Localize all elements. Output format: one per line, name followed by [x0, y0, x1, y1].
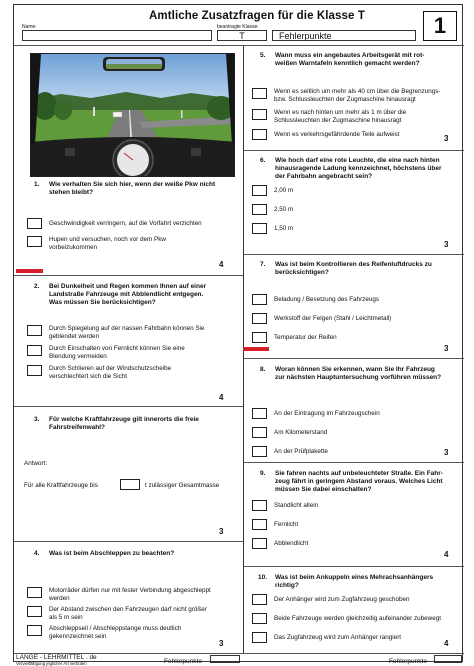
answer-option-text: Das Zugfahrzeug wird zum Anhänger rangiert	[274, 634, 402, 641]
answer-checkbox[interactable]	[27, 606, 42, 617]
answer-option-text: Temperatur der Reifen	[274, 334, 337, 341]
divider	[14, 541, 243, 542]
name-label: Name:	[22, 24, 37, 30]
answer-checkbox[interactable]	[252, 332, 267, 343]
divider	[14, 406, 243, 407]
answer-checkbox[interactable]	[252, 613, 267, 624]
driving-scene-image	[30, 53, 235, 177]
divider	[243, 358, 464, 359]
error-points-input-left[interactable]	[210, 655, 240, 663]
answer-checkbox[interactable]	[252, 446, 267, 457]
answer-option-text: Standlicht allein	[274, 502, 319, 509]
answer-checkbox[interactable]	[252, 427, 267, 438]
answer-option-text: Hupen und versuchen, noch vor dem Pkw vorbeizukommen	[49, 236, 166, 251]
question-text: Was ist beim Abschleppen zu beachten?	[49, 550, 175, 557]
question-text: Bei Dunkelheit und Regen kommen Ihnen auf einer Landstraße Fahrzeuge mit Abblendlicht entgegen. Was müssen Sie berücksichtigen?	[49, 283, 207, 306]
answer-checkbox[interactable]	[252, 594, 267, 605]
question-text: Für welche Kraftfahrzeuge gilt innerorts die freie Fahrstreifenwahl?	[49, 416, 199, 431]
answer-option-text: Abschleppseil / Abschleppstange muss deutlich gekennzeichnet sein	[49, 625, 182, 640]
answer-option-text: Werkstoff der Felgen (Stahl / Leichtmetall)	[274, 315, 392, 322]
answer-checkbox[interactable]	[27, 625, 42, 636]
answer-option-text: Der Anhänger wird zum Zugfahrzeug geschoben	[274, 596, 410, 603]
answer-checkbox[interactable]	[27, 236, 42, 247]
sheet-title: Amtliche Zusatzfragen für die Klasse T	[149, 10, 365, 22]
answer-checkbox[interactable]	[252, 538, 267, 549]
answer-checkbox[interactable]	[252, 632, 267, 643]
answer-checkbox[interactable]	[252, 313, 267, 324]
answer-option-text: Wenn es verkehrsgefährdende Teile aufweist	[274, 131, 400, 138]
answer-option-text: Fernlicht	[274, 521, 299, 528]
answer-checkbox[interactable]	[252, 109, 267, 120]
question-number: 2.	[34, 283, 40, 290]
answer-option-text: 2,50 m	[274, 206, 294, 213]
answer-checkbox[interactable]	[27, 218, 42, 229]
class-field[interactable]: T	[217, 30, 267, 41]
answer-checkbox[interactable]	[27, 345, 42, 356]
question-number: 10.	[258, 574, 268, 581]
answer-label: Antwort:	[24, 460, 48, 467]
divider	[243, 254, 464, 255]
error-points-input-right[interactable]	[434, 655, 462, 663]
question-number: 5.	[260, 52, 266, 59]
answer-input[interactable]	[120, 479, 140, 490]
answer-checkbox[interactable]	[27, 325, 42, 336]
question-text: Wie hoch darf eine rote Leuchte, die eine nach hinten hinausragende Ladung kennzeichnet, höchstens über der Fahrbahn angebracht sein?	[275, 157, 442, 180]
question-number: 9.	[260, 470, 266, 477]
points-value: 3	[219, 639, 224, 648]
answer-option-text: Durch Spiegelung auf der nassen Fahrbahn können Sie geblendet werden	[49, 325, 205, 340]
points-value: 4	[219, 260, 224, 269]
points-value: 4	[444, 639, 449, 648]
answer-checkbox[interactable]	[252, 88, 267, 99]
publisher: LANGE - LEHRMITTEL . de	[16, 654, 97, 661]
divider	[14, 275, 243, 276]
answer-checkbox[interactable]	[252, 294, 267, 305]
answer-suffix: t zulässiger Gesamtmasse	[145, 482, 220, 489]
exam-sheet	[13, 4, 463, 666]
question-number: 3.	[34, 416, 40, 423]
question-number: 6.	[260, 157, 266, 164]
points-value: 4	[444, 550, 449, 559]
answer-option-text: Wenn es nach hinten um mehr als 1 m über die Schlussleuchten der Zugmaschine hinausragt	[274, 109, 407, 124]
points-value: 3	[444, 344, 449, 353]
answer-checkbox[interactable]	[252, 519, 267, 530]
answer-checkbox[interactable]	[252, 204, 267, 215]
answer-checkbox[interactable]	[252, 500, 267, 511]
answer-option-text: An der Prüfplakette	[274, 448, 328, 455]
question-text: Wie verhalten Sie sich hier, wenn der weiße Pkw nicht stehen bleibt?	[49, 181, 216, 196]
answer-option-text: Beladung / Besetzung des Fahrzeugs	[274, 296, 380, 303]
question-number: 1.	[34, 181, 40, 188]
answer-checkbox[interactable]	[252, 223, 267, 234]
question-text: Wann muss ein angebautes Arbeitsgerät mit rot- weißen Warntafeln kenntlich gemacht werden?	[275, 52, 425, 67]
answer-checkbox[interactable]	[27, 365, 42, 376]
answer-checkbox[interactable]	[252, 185, 267, 196]
error-points-field[interactable]: Fehlerpunkte	[272, 30, 416, 41]
class-label: beantragte Klasse:	[217, 24, 259, 30]
question-text: Was ist beim Kontrollieren des Reifenluftdrucks zu berücksichtigen?	[275, 261, 432, 276]
answer-option-text: Geschwindigkeit verringern, auf die Vorfahrt verzichten	[49, 220, 202, 227]
points-value: 3	[444, 240, 449, 249]
answer-option-text: Motorräder dürfen nur mit fester Verbindung abgeschleppt werden	[49, 587, 211, 602]
answer-checkbox[interactable]	[252, 129, 267, 140]
answer-prefix: Für alle Kraftfahrzeuge bis	[24, 482, 98, 489]
answer-option-text: Abblendlicht	[274, 540, 309, 547]
question-text: Woran können Sie erkennen, wann Sie Ihr Fahrzeug zur nächsten Hauptuntersuchung vorführen müssen?	[275, 366, 442, 381]
answer-option-text: Wenn es seitlich um mehr als 40 cm über die Begrenzungs- bzw. Schlussleuchten der Zugmaschine hinausragt	[274, 88, 441, 103]
answer-option-text: Beide Fahrzeuge werden gleichzeitig aufeinander zubewegt	[274, 615, 441, 622]
answer-checkbox[interactable]	[252, 408, 267, 419]
question-number: 4.	[34, 550, 40, 557]
answer-option-text: Durch Schlieren auf der Windschutzscheibe verschlechtert sich die Sicht	[49, 365, 172, 380]
answer-option-text: 1,50 m	[274, 225, 294, 232]
question-text: Was ist beim Ankuppeln eines Mehrachsanhängers richtig?	[275, 574, 434, 589]
question-text: Sie fahren nachts auf unbeleuchteter Straße. Ein Fahr- zeug fährt in geringem Abstand voraus. Welches Licht müssen Sie dabei einschalten?	[275, 470, 443, 493]
points-value: 3	[219, 527, 224, 536]
name-field[interactable]	[22, 30, 212, 41]
divider	[243, 462, 464, 463]
question-number: 8.	[260, 366, 266, 373]
answer-checkbox[interactable]	[27, 587, 42, 598]
points-value: 3	[444, 134, 449, 143]
copyright-notice: Vervielfältigung jeglicher Art verboten	[16, 661, 87, 666]
divider	[243, 566, 464, 567]
sheet-number: 1	[423, 11, 457, 41]
answer-option-text: Am Kilometerstand	[274, 429, 328, 436]
answer-option-text: Der Abstand zwischen den Fahrzeugen darf nicht größer als 5 m sein	[49, 606, 207, 621]
question-number: 7.	[260, 261, 266, 268]
answer-option-text: Durch Einschalten von Fernlicht können Sie eine Blendung vermeiden	[49, 345, 185, 360]
answer-option-text: 2,00 m	[274, 187, 294, 194]
error-points-label-right: Fehlerpunkte	[389, 658, 427, 665]
error-points-label-left: Fehlerpunkte	[164, 658, 202, 665]
points-value: 3	[444, 448, 449, 457]
red-marker	[243, 347, 269, 351]
answer-option-text: An der Eintragung im Fahrzeugschein	[274, 410, 380, 417]
divider	[14, 45, 464, 46]
divider	[243, 150, 464, 151]
red-marker	[16, 269, 43, 273]
points-value: 4	[219, 393, 224, 402]
